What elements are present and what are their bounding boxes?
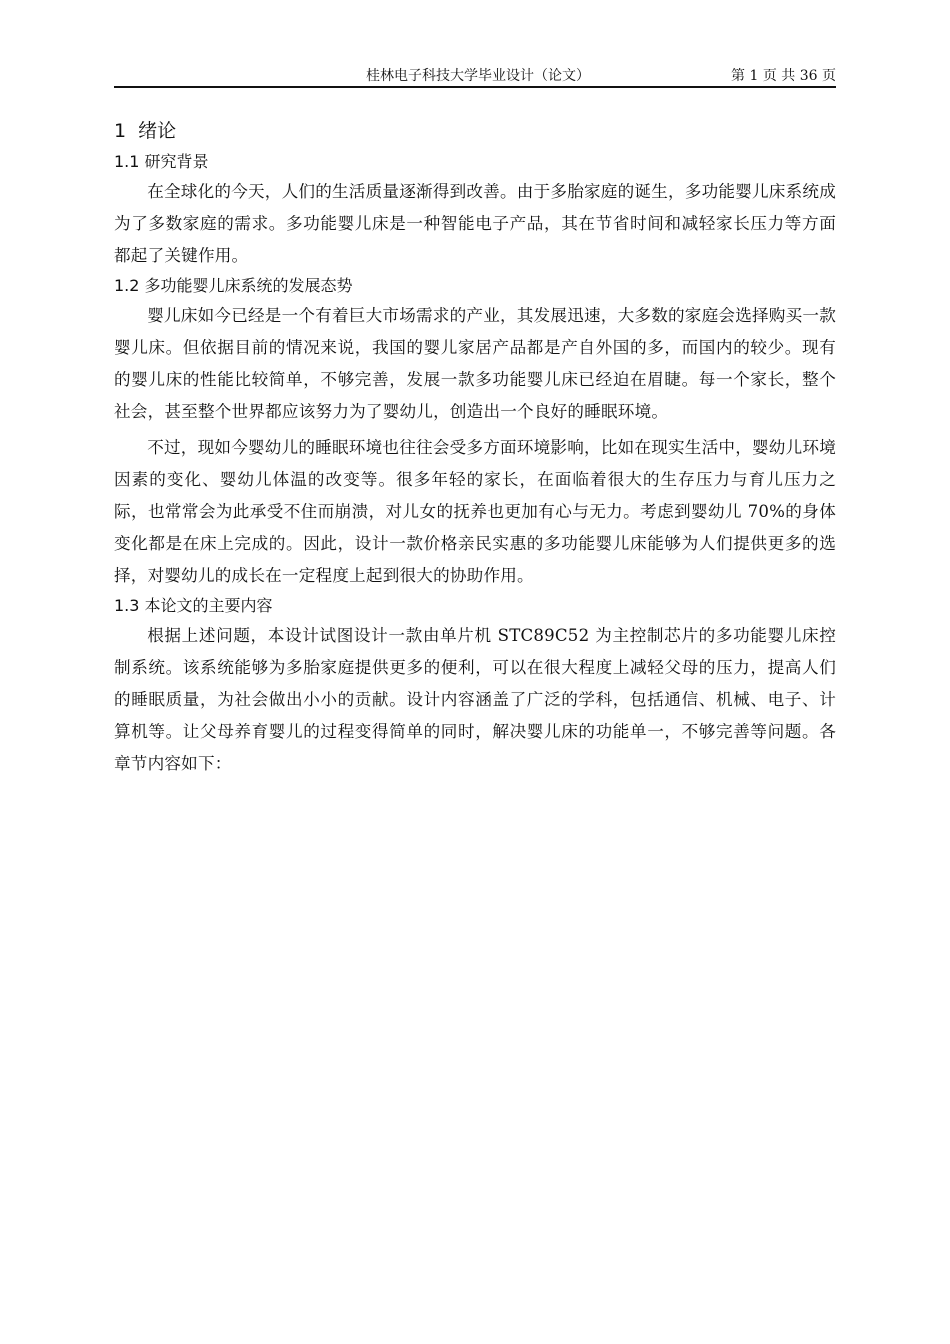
section-heading-1-1: 1.1 研究背景 [114,152,209,171]
header-divider [114,86,836,88]
chapter-title: 1 绪论 [114,120,177,142]
paragraph-1-2-1: 婴儿床如今已经是一个有着巨大市场需求的产业，其发展迅速，大多数的家庭会选择购买一款婴儿床。但依据目前的情况来说，我国的婴儿家居产品都是产自外国的多，而国内的较少。现有的婴儿床的性能比较简单，不够完善，发展一款多功能婴儿床已经迫在眉睫。每一个家长，整个社会，甚至整个世界都应该努力为了婴幼儿，创造出一个良好的睡眠环境。 [114,306,836,421]
paragraph-1-1-1: 在全球化的今天，人们的生活质量逐渐得到改善。由于多胎家庭的诞生，多功能婴儿床系统成为了多数家庭的需求。多功能婴儿床是一种智能电子产品，其在节省时间和减轻家长压力等方面都起了关键作用。 [114,182,836,265]
page-header [114,66,836,86]
section-heading-1-2: 1.2 多功能婴儿床系统的发展态势 [114,276,353,295]
section-heading-1-3: 1.3 本论文的主要内容 [114,596,273,615]
document-body [114,114,836,780]
paragraph-1-3-1: 根据上述问题，本设计试图设计一款由单片机 STC89C52 为主控制芯片的多功能婴儿床控制系统。该系统能够为多胎家庭提供更多的便利，可以在很大程度上减轻父母的压力，提高人们的睡眠质量，为社会做出小小的贡献。设计内容涵盖了广泛的学科，包括通信、机械、电子、计算机等。让父母养育婴儿的过程变得简单的同时，解决婴儿床的功能单一，不够完善等问题。各章节内容如下： [114,626,836,773]
paragraph-1-2-2: 不过，现如今婴幼儿的睡眠环境也往往会受多方面环境影响，比如在现实生活中，婴幼儿环境因素的变化、婴幼儿体温的改变等。很多年轻的家长，在面临着很大的生存压力与育儿压力之际，也常常会为此承受不住而崩溃，对儿女的抚养也更加有心与无力。考虑到婴幼儿 70%的身体变化都是在床上完成的。因此，设计一款价格亲民实惠的多功能婴儿床能够为人们提供更多的选择，对婴幼儿的成长在一定程度上起到很大的协助作用。 [114,438,836,585]
header-school-title: 桂林电子科技大学毕业设计（论文） [366,68,590,84]
header-page-info: 第 1 页 共 36 页 [731,68,836,84]
